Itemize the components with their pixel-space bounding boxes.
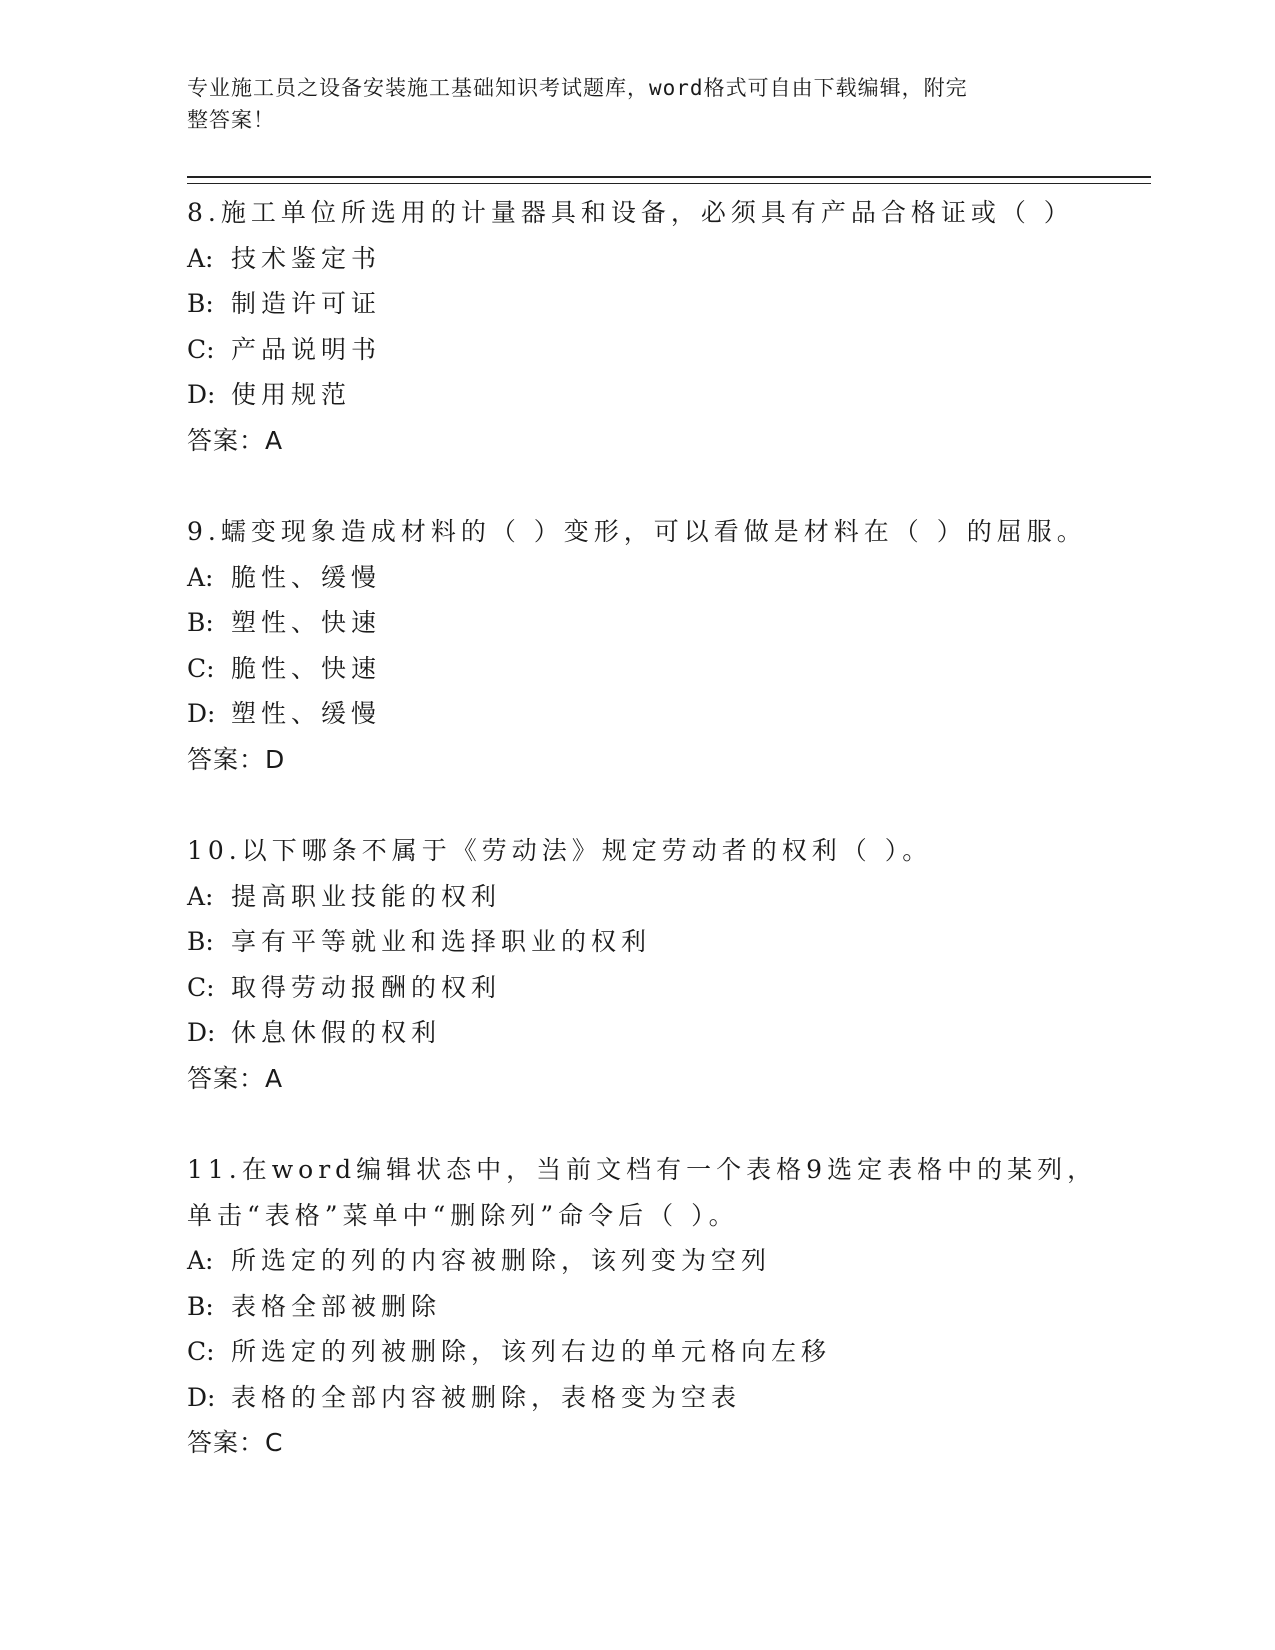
option-letter: D: xyxy=(187,1018,216,1047)
header-divider-thin xyxy=(187,183,1151,184)
option-text: 提高职业技能的权利 xyxy=(231,881,502,911)
option-d xyxy=(187,372,1147,418)
option-text: 制造许可证 xyxy=(231,289,382,318)
question-9 xyxy=(187,509,1147,782)
option-text: 享有平等就业和选择职业的权利 xyxy=(231,927,652,956)
option-text: 技术鉴定书 xyxy=(231,243,382,273)
option-a xyxy=(187,555,1147,601)
option-b xyxy=(187,1284,1147,1330)
question-text: 9.蠕变现象造成材料的（ ）变形，可以看做是材料在（ ）的屈服。 xyxy=(187,517,1087,546)
question-text: 11.在word编辑状态中，当前文档有一个表格9选定表格中的某列， xyxy=(187,1155,1098,1184)
option-letter: D: xyxy=(187,380,216,409)
question-8 xyxy=(187,190,1147,463)
option-letter: C: xyxy=(187,334,215,364)
question-10 xyxy=(187,828,1147,1101)
header-divider-thick xyxy=(187,176,1151,178)
option-letter: C: xyxy=(187,653,215,683)
option-text: 脆性、缓慢 xyxy=(231,562,382,592)
option-c xyxy=(187,646,1147,692)
option-text: 使用规范 xyxy=(231,380,352,409)
option-letter: A: xyxy=(187,562,214,592)
option-letter: B: xyxy=(187,1291,214,1321)
option-text: 塑性、快速 xyxy=(231,608,382,637)
option-a xyxy=(187,874,1147,920)
option-b xyxy=(187,600,1147,646)
answer: 答案：C xyxy=(187,1428,284,1457)
answer: 答案：D xyxy=(187,744,286,774)
option-b xyxy=(187,919,1147,965)
header-line-2: 整答案！ xyxy=(187,108,275,132)
option-text: 产品说明书 xyxy=(231,334,382,364)
option-letter: B: xyxy=(187,289,214,318)
option-d xyxy=(187,691,1147,737)
question-text-continued: 单击“表格”菜单中“删除列”命令后（ ）。 xyxy=(187,1200,739,1230)
question-text: 10.以下哪条不属于《劳动法》规定劳动者的权利（ ）。 xyxy=(187,836,933,865)
option-text: 取得劳动报酬的权利 xyxy=(231,972,502,1002)
option-text: 塑性、缓慢 xyxy=(231,699,382,728)
option-a xyxy=(187,236,1147,282)
option-text: 表格的全部内容被删除，表格变为空表 xyxy=(231,1382,742,1412)
option-c xyxy=(187,327,1147,373)
option-letter: B: xyxy=(187,927,214,956)
option-letter: A: xyxy=(187,243,214,273)
option-c xyxy=(187,1329,1147,1375)
option-letter: D: xyxy=(187,1382,216,1412)
option-text: 所选定的列的内容被删除，该列变为空列 xyxy=(231,1246,772,1275)
question-text: 8.施工单位所选用的计量器具和设备，必须具有产品合格证或（ ） xyxy=(187,198,1074,227)
option-text: 表格全部被删除 xyxy=(231,1291,442,1321)
option-letter: D: xyxy=(187,699,216,728)
option-text: 脆性、快速 xyxy=(231,653,382,683)
answer: 答案：A xyxy=(187,425,284,455)
option-text: 休息休假的权利 xyxy=(231,1018,442,1047)
question-11 xyxy=(187,1147,1147,1466)
option-a xyxy=(187,1238,1147,1284)
option-letter: B: xyxy=(187,608,214,637)
header-line-1: 专业施工员之设备安装施工基础知识考试题库，word格式可自由下载编辑，附完 xyxy=(187,76,968,100)
option-d xyxy=(187,1375,1147,1421)
option-letter: A: xyxy=(187,1246,214,1275)
answer: 答案：A xyxy=(187,1063,284,1093)
question-list xyxy=(187,190,1147,1512)
option-d xyxy=(187,1010,1147,1056)
document-header xyxy=(187,72,1067,136)
option-b xyxy=(187,281,1147,327)
option-text: 所选定的列被删除，该列右边的单元格向左移 xyxy=(231,1337,832,1366)
option-c xyxy=(187,965,1147,1011)
option-letter: C: xyxy=(187,1337,215,1366)
option-letter: C: xyxy=(187,972,215,1002)
option-letter: A: xyxy=(187,881,214,911)
